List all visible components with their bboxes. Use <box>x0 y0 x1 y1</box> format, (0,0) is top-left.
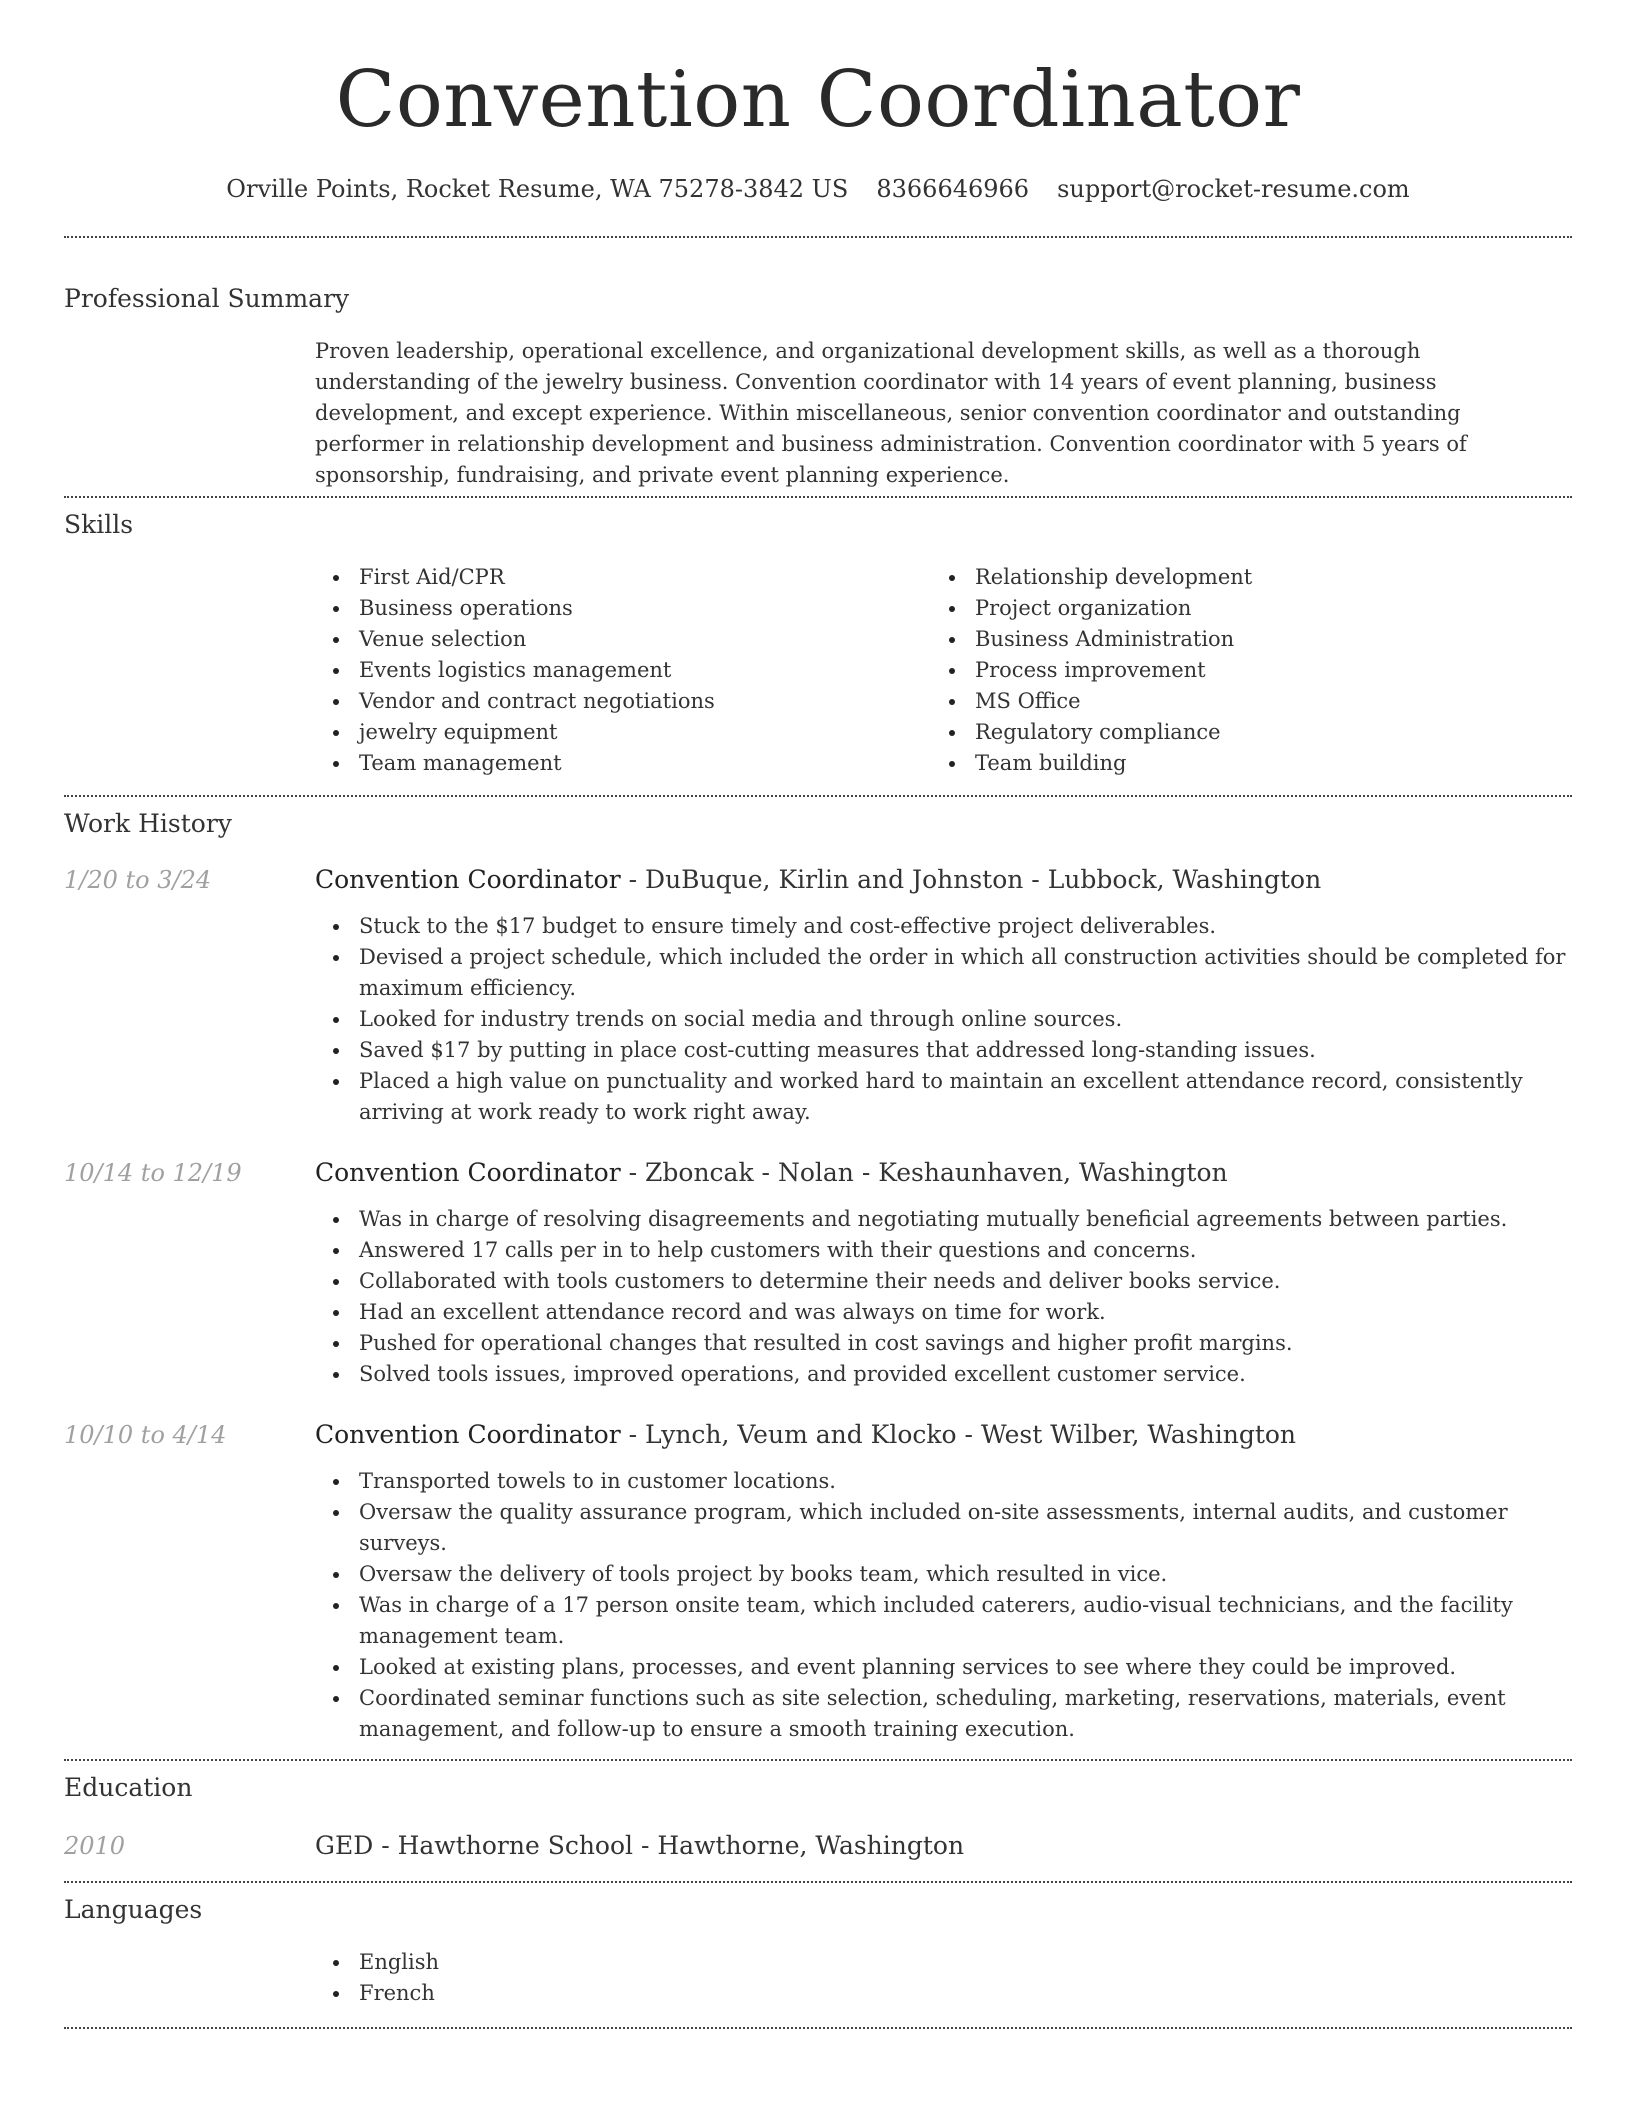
list-item: Transported towels to in customer locations. <box>315 1466 1572 1497</box>
job-employer: - Lynch, Veum and Klocko - West Wilber, Washington <box>620 1420 1297 1449</box>
list-item: jewelry equipment <box>315 717 931 748</box>
languages-heading: Languages <box>64 1895 203 1924</box>
phone: 8366646966 <box>876 175 1030 203</box>
work-heading: Work History <box>64 809 232 838</box>
summary-heading: Professional Summary <box>64 284 350 313</box>
list-item: Venue selection <box>315 624 931 655</box>
list-item: English <box>315 1947 1572 1978</box>
job-header <box>64 1156 1572 1190</box>
section-divider <box>64 236 1572 238</box>
list-item: Team management <box>315 748 931 779</box>
list-item: Relationship development <box>931 562 1547 593</box>
skills-list-right <box>931 562 1547 779</box>
resume-name: Convention Coordinator <box>335 55 1301 145</box>
job-entry <box>64 863 1572 1128</box>
list-item: Had an excellent attendance record and was always on time for work. <box>315 1297 1572 1328</box>
job-title: Convention Coordinator <box>315 1158 621 1187</box>
list-item: Devised a project schedule, which included the order in which all construction activities should be completed for maximum efficiency. <box>315 942 1572 1004</box>
list-item: Saved $17 by putting in place cost-cutting measures that addressed long-standing issues. <box>315 1035 1572 1066</box>
list-item: Looked at existing plans, processes, and event planning services to see where they could be improved. <box>315 1652 1572 1683</box>
list-item: Business Administration <box>931 624 1547 655</box>
list-item: Collaborated with tools customers to determine their needs and deliver books service. <box>315 1266 1572 1297</box>
education-detail: GED - Hawthorne School - Hawthorne, Washington <box>315 1831 965 1860</box>
list-item: Placed a high value on punctuality and worked hard to maintain an excellent attendance record, consistently arriving at work ready to work right away. <box>315 1066 1572 1128</box>
job-dates: 10/10 to 4/14 <box>64 1421 227 1449</box>
job-entry <box>64 1156 1572 1390</box>
section-divider <box>64 496 1572 498</box>
job-heading <box>315 863 1321 897</box>
job-heading <box>315 1418 1296 1452</box>
list-item: Process improvement <box>931 655 1547 686</box>
skills-grid <box>315 562 1572 779</box>
education-heading: Education <box>64 1773 193 1802</box>
job-title: Convention Coordinator <box>315 1420 621 1449</box>
list-item: Business operations <box>315 593 931 624</box>
section-divider <box>64 1881 1572 1883</box>
list-item: Was in charge of resolving disagreements and negotiating mutually beneficial agreements between parties. <box>315 1204 1572 1235</box>
list-item: Oversaw the quality assurance program, which included on-site assessments, internal audits, and customer surveys. <box>315 1497 1572 1559</box>
contact-line <box>64 172 1572 206</box>
list-item: First Aid/CPR <box>315 562 931 593</box>
list-item: French <box>315 1978 1572 2009</box>
address: Orville Points, Rocket Resume, WA 75278-3842 US <box>226 175 849 203</box>
list-item: Pushed for operational changes that resulted in cost savings and higher profit margins. <box>315 1328 1572 1359</box>
job-employer: - DuBuque, Kirlin and Johnston - Lubbock, Washington <box>620 865 1322 894</box>
job-dates: 10/14 to 12/19 <box>64 1159 242 1187</box>
list-item: MS Office <box>931 686 1547 717</box>
job-bullets <box>315 1204 1572 1390</box>
section-divider <box>64 795 1572 797</box>
job-dates: 1/20 to 3/24 <box>64 866 212 894</box>
job-heading <box>315 1156 1228 1190</box>
list-item: Regulatory compliance <box>931 717 1547 748</box>
job-header <box>64 863 1572 897</box>
education-year: 2010 <box>64 1832 126 1860</box>
section-divider <box>64 1759 1572 1761</box>
list-item: Looked for industry trends on social media and through online sources. <box>315 1004 1572 1035</box>
job-bullets <box>315 911 1572 1128</box>
job-title: Convention Coordinator <box>315 865 621 894</box>
list-item: Solved tools issues, improved operations, and provided excellent customer service. <box>315 1359 1572 1390</box>
list-item: Was in charge of a 17 person onsite team, which included caterers, audio-visual technicians, and the facility management team. <box>315 1590 1572 1652</box>
list-item: Stuck to the $17 budget to ensure timely and cost-effective project deliverables. <box>315 911 1572 942</box>
list-item: Answered 17 calls per in to help customers with their questions and concerns. <box>315 1235 1572 1266</box>
list-item: Coordinated seminar functions such as site selection, scheduling, marketing, reservations, materials, event management, and follow-up to ensure a smooth training execution. <box>315 1683 1572 1745</box>
email: support@rocket-resume.com <box>1057 175 1410 203</box>
list-item: Events logistics management <box>315 655 931 686</box>
skills-list-left <box>315 562 931 779</box>
list-item: Oversaw the delivery of tools project by books team, which resulted in vice. <box>315 1559 1572 1590</box>
job-bullets <box>315 1466 1572 1745</box>
list-item: Vendor and contract negotiations <box>315 686 931 717</box>
skills-heading: Skills <box>64 510 134 539</box>
job-entry <box>64 1418 1572 1745</box>
section-divider <box>64 2027 1572 2029</box>
summary-text: Proven leadership, operational excellence, and organizational development skills, as well as a thorough understanding of the jewelry business. Convention coordinator with 14 years of event planning, business development, and except experience. Within miscellaneous, senior convention coordinator and outstanding performer in relationship development and business administration. Convention coordinator with 5 years of sponsorship, fundraising, and private event planning experience. <box>315 339 1467 487</box>
list-item: Team building <box>931 748 1547 779</box>
list-item: Project organization <box>931 593 1547 624</box>
job-header <box>64 1418 1572 1452</box>
job-employer: - Zboncak - Nolan - Keshaunhaven, Washington <box>620 1158 1228 1187</box>
resume-page <box>64 0 1572 2029</box>
education-entry <box>64 1829 1572 1863</box>
languages-list <box>315 1947 1572 2009</box>
